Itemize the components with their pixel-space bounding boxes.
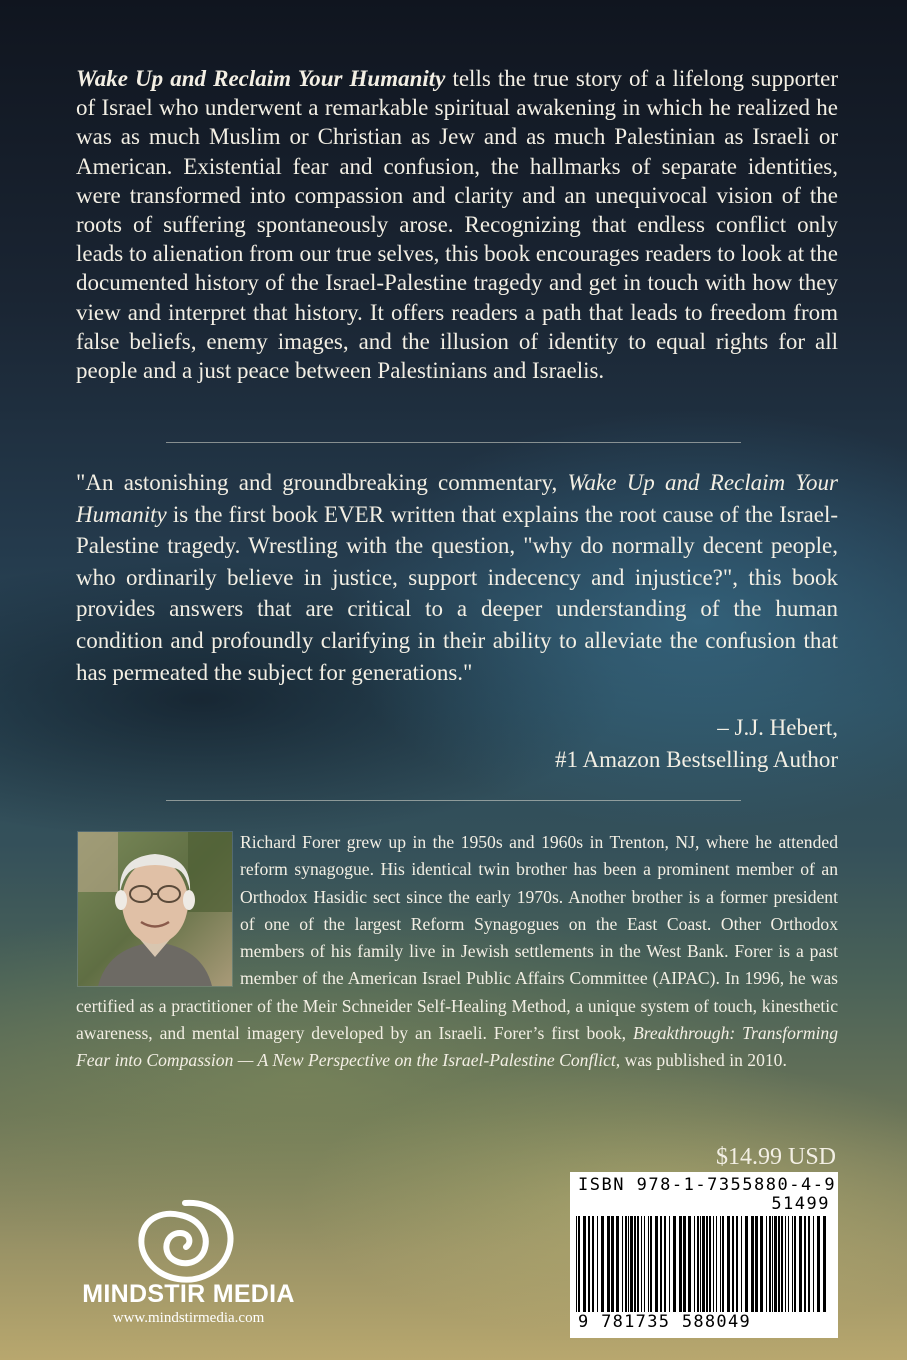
isbn-text: ISBN 978-1-7355880-4-9: [578, 1175, 837, 1195]
quote-attribution-title: #1 Amazon Bestselling Author: [554, 747, 838, 772]
author-bio: [76, 829, 838, 1075]
quote-book-title: Wake Up and Reclaim Your Humanity: [76, 470, 838, 527]
ean-digits: 9 781735 588049: [578, 1312, 752, 1332]
quote-attribution-name: – J.J. Hebert,: [717, 715, 838, 740]
review-quote: [76, 467, 838, 688]
publisher-url: www.mindstirmedia.com: [112, 1310, 265, 1326]
divider-1: [166, 442, 741, 443]
price: $14.99 USD: [715, 1144, 836, 1170]
mindstir-logo-icon: [130, 1193, 240, 1291]
bio-book-title: Breakthrough: Transforming Fear into Compassion — A New Perspective on the Israel-Palestine Conflict,: [76, 1023, 839, 1071]
quote-part-2: is the first book EVER written that explains the root cause of the Israel-Palestine tragedy. Wrestling with the question, "why do normally decent people, who ordinarily believe in justice, support indecency and injustice?", this book provides answers that are critical to a deeper understanding of the human condition and profoundly clarifying in their ability to alleviate the confusion that has permeated the subject for generations.": [76, 501, 838, 685]
bio-text: Richard Forer grew up in the 1950s and 1960s in Trenton, NJ, where he attended reform synagogue. His identical twin brother has been a prominent member of an Orthodox Hasidic sect since the early 1970s. Another brother is a former president of one of the largest Reform Synagogues on the East Coast. Other Orthodox members of his family live in Jewish settlements in the West Bank. Forer is a past member of the American Israel Public Affairs Committee (AIPAC). In 1996, he was certified as a practitioner of the Meir Schneider Self-Healing Method, a unique system of touch, kinesthetic awareness, and mental imagery developed by an Israeli. Forer’s first book,: [76, 832, 838, 1044]
price-code: 51499: [771, 1194, 830, 1214]
description-text: tells the true story of a lifelong supporter of Israel who underwent a remarkable spiritual awakening in which he realized he was as much Muslim or Christian as Jew and as much Palestinian as Israeli or American. Existential fear and confusion, the hallmarks of separate identities, were transformed into compassion and clarity and an unequivocal vision of the roots of suffering spontaneously arose. Recognizing that endless conflict only leads to alienation from our true selves, this book encourages readers to look at the documented history of the Israel-Palestine tragedy and get in touch with how they view and interpret that history. It offers readers a path that leads to freedom from false beliefs, enemy images, and the illusion of identity to equal rights for all people and a just peace between Palestinians and Israelis.: [76, 66, 838, 384]
publisher-name: MINDSTIR MEDIA: [82, 1280, 295, 1308]
book-description: [76, 64, 838, 385]
barcode-bars: [576, 1216, 832, 1312]
book-title-bold: Wake Up and Reclaim Your Humanity: [76, 66, 446, 91]
barcode: [570, 1172, 838, 1338]
quote-part-1: "An astonishing and groundbreaking commentary,: [76, 470, 568, 495]
divider-2: [166, 800, 741, 801]
bio-text-end: was published in 2010.: [620, 1050, 787, 1071]
